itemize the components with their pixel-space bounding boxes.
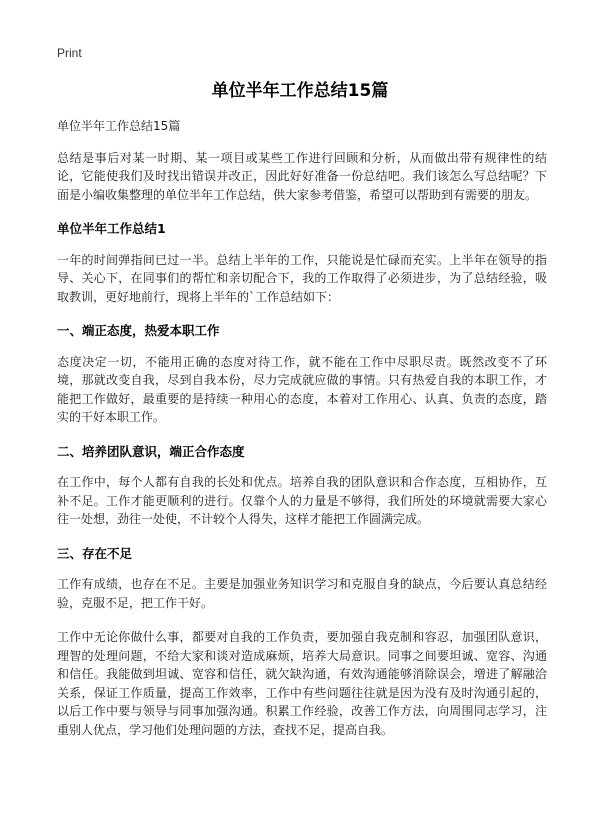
document-title: 单位半年工作总结15篇 (211, 81, 389, 101)
section-intro-paragraph: 一年的时间弹指间已过一半。总结上半年的工作，只能说是忙碌而充实。上半年在领导的指导、关心下，在同事们的帮忙和亲切配合下，我的工作取得了必须进步，为了总结经验，吸取教训，更好地前行，现将上半年的`工作总结如下： (57, 252, 547, 304)
intro-paragraph: 总结是事后对某一时期、某一项目或某些工作进行回顾和分析，从而做出带有规律性的结论，它能使我们及时找出错误并改正，因此好好准备一份总结吧。我们该怎么写总结呢？下面是小编收集整理的单位半年工作总结，供大家参考借鉴，希望可以帮助到有需要的朋友。 (57, 150, 547, 202)
section-title: 单位半年工作总结1 (57, 221, 166, 236)
document-subtitle: 单位半年工作总结15篇 (57, 119, 181, 133)
paragraph-attitude: 态度决定一切，不能用正确的态度对待工作，就不能在工作中尽职尽责。既然改变不了环境，那就改变自我，尽到自我本份，尽力完成就应做的事情。只有热爱自我的本职工作，才能把工作做好，最重要的是持续一种用心的态度，本着对工作用心、认真、负责的态度，踏实的干好本职工作。 (57, 354, 547, 424)
heading-shortcomings: 三、存在不足 (57, 545, 133, 561)
paragraph-communication: 工作中无论你做什么事，都要对自我的工作负责，要加强自我克制和容忍，加强团队意识，理智的处理问题，不给大家和谈对造成麻烦，培养大局意识。同事之间要坦诚、宽容、沟通和信任。我能做到坦诚、宽容和信任，就欠缺沟通，有效沟通能够消除误会，增进了解融洽关系，保证工作质量，提高工作效率，工作中有些问题往往就是因为没有及时沟通引起的，以后工作中要与领导与同事加强沟通。积累工作经验，改善工作方法，向周围同志学习，注重别人优点，学习他们处理问题的方法，查找不足，提高自我。 (57, 630, 547, 737)
heading-attitude: 一、端正态度，热爱本职工作 (57, 323, 220, 338)
paragraph-shortcomings: 工作有成绩，也存在不足。主要是加强业务知识学习和克服自身的缺点，今后要认真总结经验，克服不足，把工作干好。 (57, 577, 547, 610)
print-link[interactable]: Print (57, 46, 82, 60)
heading-teamwork: 二、培养团队意识，端正合作态度 (57, 443, 245, 459)
document-body (57, 117, 547, 739)
paragraph-teamwork: 在工作中，每个人都有自我的长处和优点。培养自我的团队意识和合作态度，互相协作，互补不足。工作才能更顺利的进行。仅靠个人的力量是不够得，我们所处的环境就需要大家心往一处想，劲往一处使，不计较个人得失，这样才能把工作圆满完成。 (57, 475, 547, 526)
